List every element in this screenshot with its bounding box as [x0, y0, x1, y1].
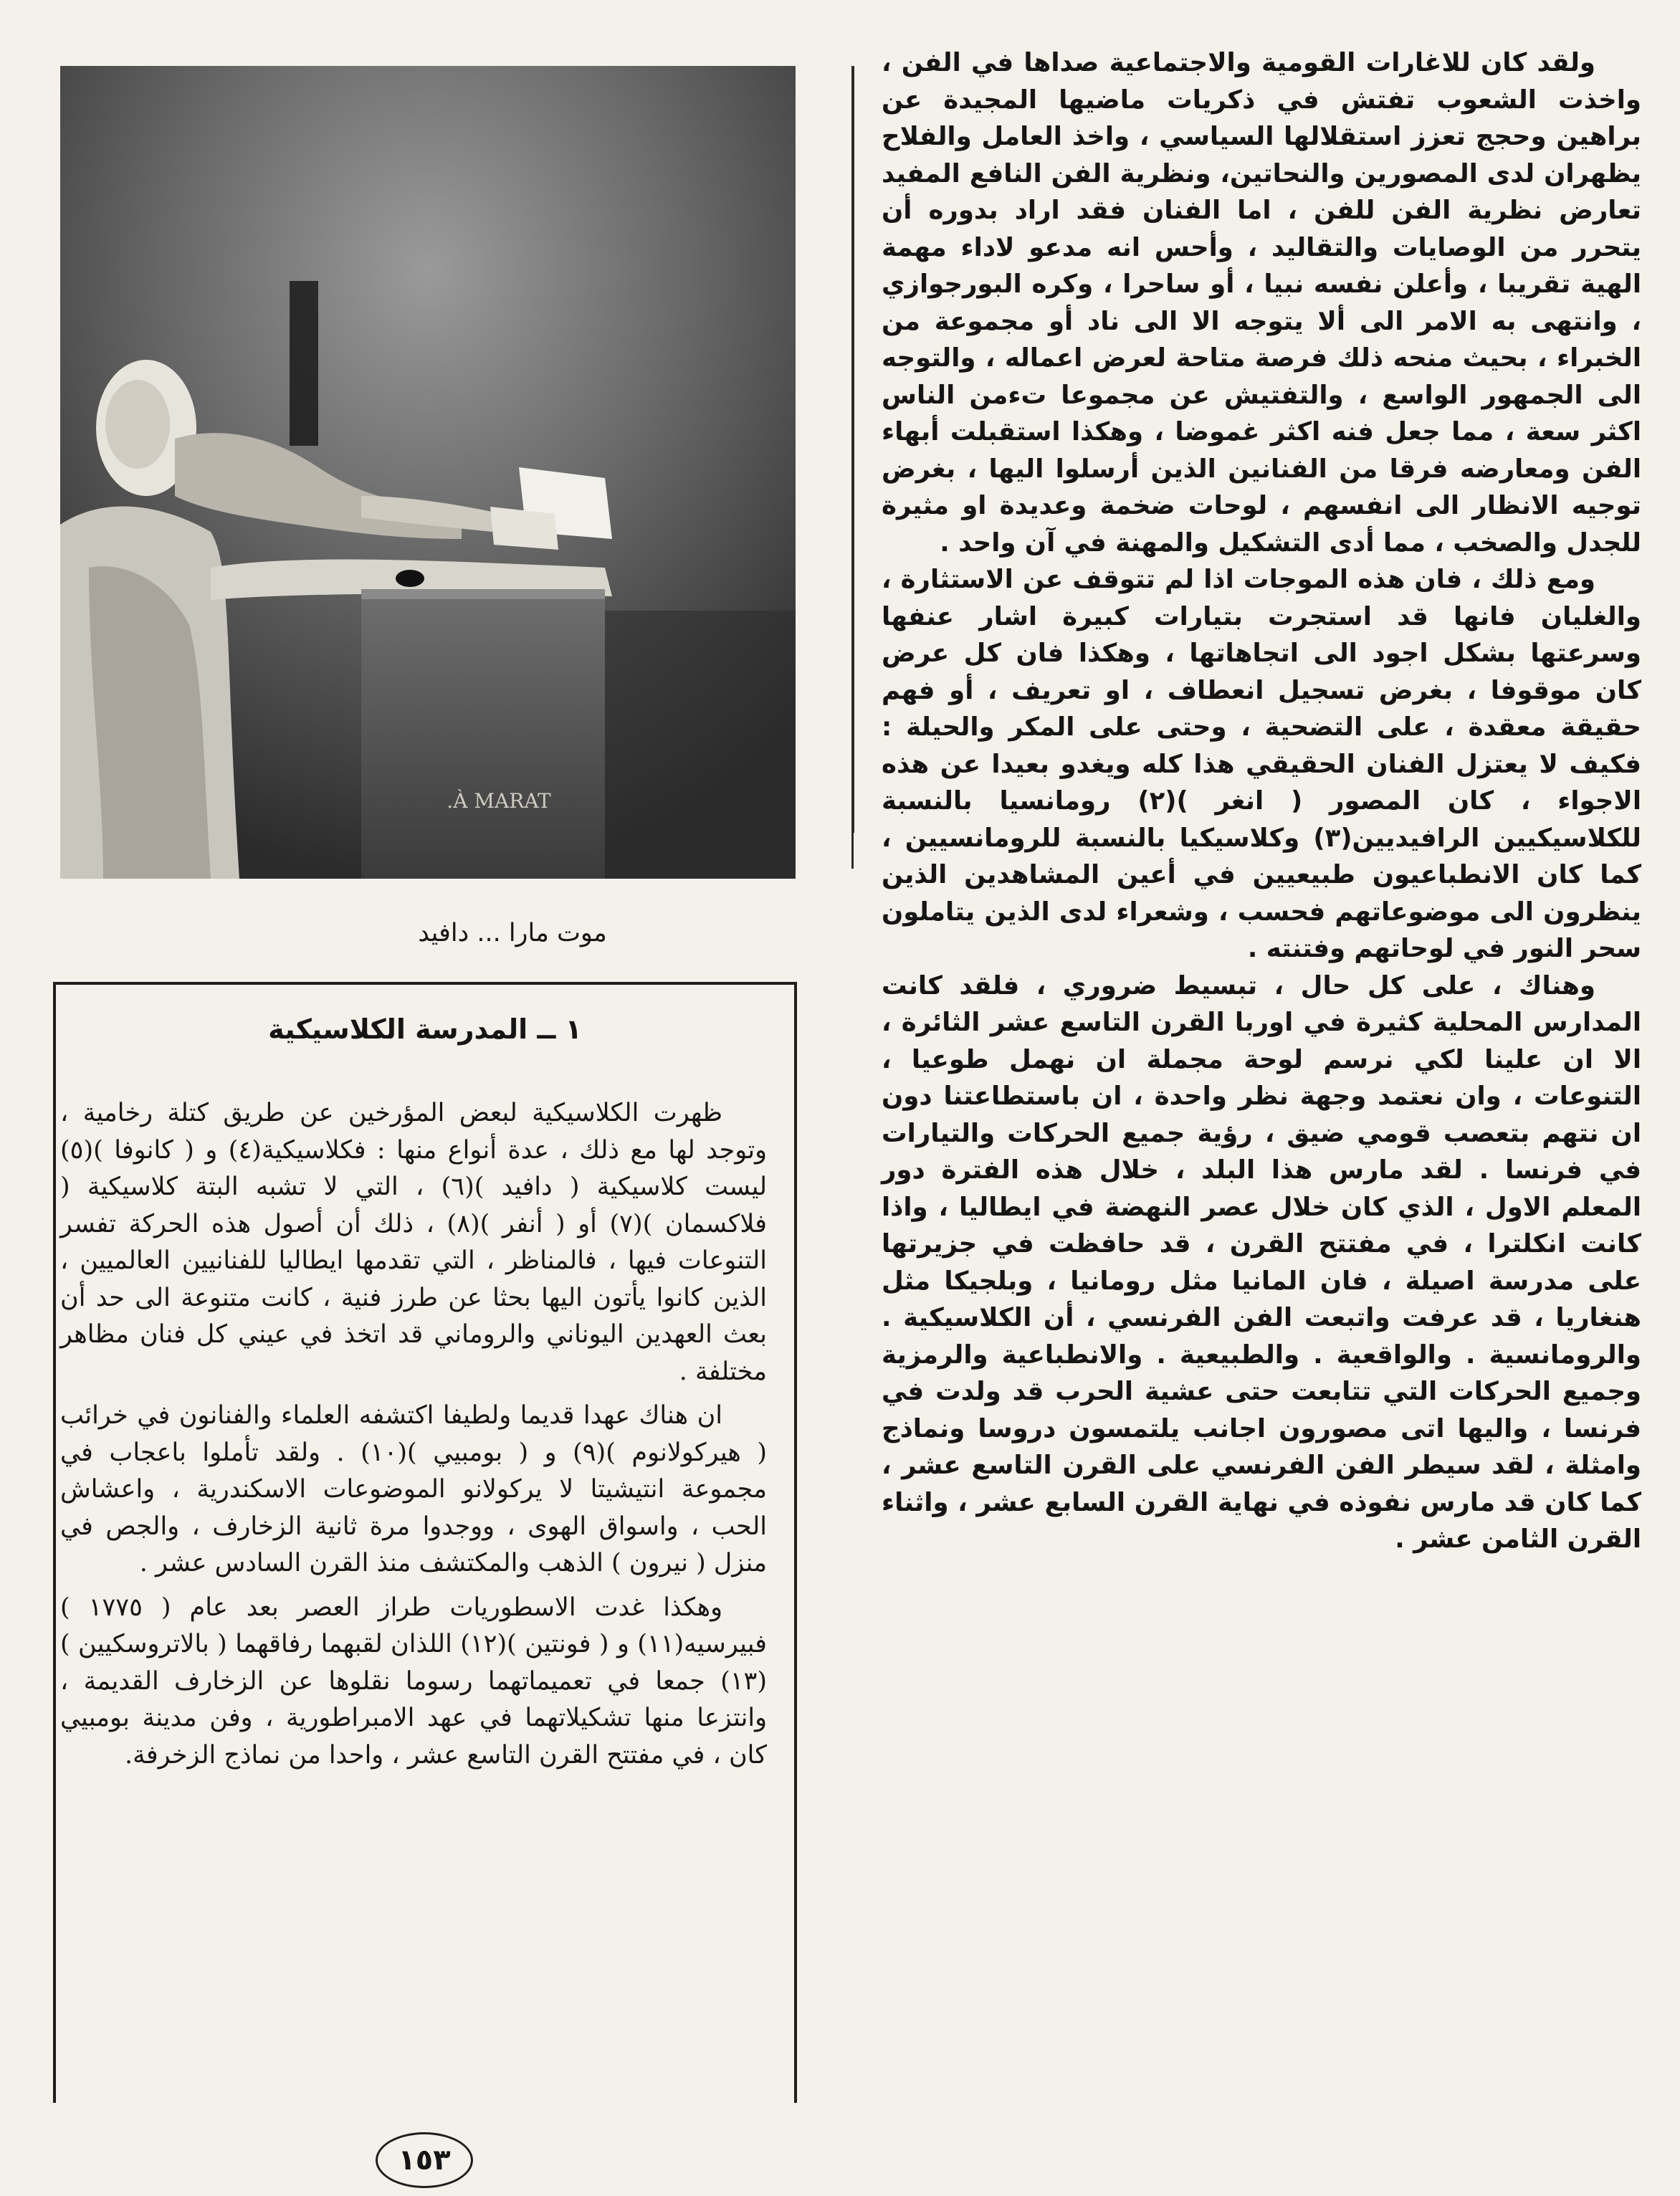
section-paragraph-2: ان هناك عهدا قديما ولطيفا اكتشفه العلماء والفنانون في خرائب ( هيركولانوم )(٩) و ( بومبيي )(١٠) . ولقد تأملوا باعجاب في مجموعة انتيشيتا لا يركولانو الموضوعات الاسكندرية ، واعشاش الحب ، واسواق الهوى ، ووجدوا مرة ثانية الزخارف ، والجص في منزل ( نيرون ) الذهب والمكتشف منذ القرن السادس عشر .: [60, 1401, 768, 1577]
column-divider: [851, 66, 854, 833]
paragraph-1: ولقد كان للاغارات القومية والاجتماعية صداها في الفن ، واخذت الشعوب تفتش في ذكريات ماضيها المجيدة عن براهين وحجج تعزز استقلالها السياسي ، واخذ العامل والفلاح يظهران لدى المصورين والنحاتين، ونظرية الفن النافع المفيد تعارض نظرية الفن للفن ، اما الفنان فقد اراد بدوره أن يتحرر من الوصايات والتقاليد ، وأحس انه مدعو لاداء مهمة الهية تقريبا ، وأعلن نفسه نبيا ، أو ساحرا ، وكره البورجوازي ، وانتهى به الامر الى ألا يتوجه الا الى ناد أو مجموعة من الخبراء ، بحيث منحه ذلك فرصة متاحة لعرض اعماله ، والتوجه الى الجمهور الواسع ، والتفتيش عن مجموعا تءمن الناس اكثر سعة ، مما جعل فنه اكثر غموضا ، وهكذا استقبلت أبهاء الفن ومعارضه فرقا من الفنانين الذين أرسلوا اليها ، بغرض توجيه الانظار الى انفسهم ، لوحات ضخمة وعديدة او مثيرة للجدل والصخب ، مما أدى التشكيل والمهنة في آن واحد .: [882, 48, 1641, 558]
painting-illustration: [60, 66, 796, 879]
paragraph-3: وهناك ، على كل حال ، تبسيط ضروري ، فلقد كانت المدارس المحلية كثيرة في اوربا القرن التاسع عشر الثائرة ، الا ان علينا لكي نرسم لوحة مجملة ان نهمل طوعيا ، التنوعات ، وان نعتمد وجهة نظر واحدة ، ان باستطاعتنا دون ان نتهم بتعصب قومي ضيق ، رؤية جميع الحركات والتيارات في فرنسا . لقد مارس هذا البلد ، خلال هذه الفترة دور المعلم الاول ، الذي كان خلال عصر النهضة في ايطاليا ، واذا كانت انكلترا ، في مفتتح القرن ، قد حافظت في جزيرتها على مدرسة اصيلة ، فان المانيا مثل رومانيا ، وبلجيكا مثل هنغاريا ، قد عرفت واتبعت الفن الفرنسي ، أن الكلاسيكية . والرومانسية . والواقعية . والطبيعية . والانطباعية والرمزية وجميع الحركات التي تتابعت حتى عشية الحرب قد ولدت في فرنسا ، واليها اتى مصورون اجانب يلتمسون دروسا ونماذج وامثلة ، لقد سيطر الفن الفرنسي على القرن التاسع عشر ، كما كان قد مارس نفوذه في نهاية القرن السابع عشر ، واثناء القرن الثامن عشر .: [882, 970, 1641, 1554]
section-title: ١ ــ المدرسة الكلاسيكية: [268, 1013, 582, 1045]
painting-image: [60, 66, 796, 879]
painting-signature: À MARAT.: [447, 789, 551, 813]
page-number: ١٥٣: [376, 2132, 473, 2188]
main-text-column: [882, 44, 1641, 1558]
paragraph-2: ومع ذلك ، فان هذه الموجات اذا لم تتوقف عن الاستثارة ، والغليان فانها قد استجرت بتيارات كبيرة اشار عنفها وسرعتها بشكل اجود الى اتجاهاتها ، وهكذا فان كل عرض كان موقوفا ، بغرض تسجيل انعطاف ، او تعريف ، أو فهم حقيقة معقدة ، على التضحية ، وحتى على المكر والحيلة : فكيف لا يعتزل الفنان الحقيقي هذا كله ويغدو بعيدا عن هذه الاجواء ، كان المصور ( انغر )(٢) رومانسيا بالنسبة للكلاسيكيين الرافيديين(٣) وكلاسيكيا بالنسبة للرومانسيين ، كما كان الانطباعيون طبيعيين في أعين المشاهدين الذين ينظرون الى موضوعاتهم فحسب ، وشعراء لدى الذين يتاملون سحر النور في لوحاتهم وفتنته .: [882, 565, 1641, 963]
figure-caption: موت مارا ... دافيد: [418, 919, 607, 947]
section-text-column: [60, 1095, 767, 1781]
column-divider-lower: [851, 833, 854, 869]
section-paragraph-1: ظهرت الكلاسيكية لبعض المؤرخين عن طريق كتلة رخامية ، وتوجد لها مع ذلك ، عدة أنواع منها : فكلاسيكية(٤) و ( كانوفا )(٥) ليست كلاسيكية ( دافيد )(٦) ، التي لا تشبه البتة كلاسيكية ( فلاكسمان )(٧) أو ( أنفر )(٨) ، ذلك أن أصول هذه الحركة تفسر التنوعات فيها ، فالمناظر ، التي تقدمها ايطاليا للفنانيين العالميين ، الذين كانوا يأتون اليها بحثا عن طرز فنية ، كانت متنوعة الى حد أن بعث العهدين اليوناني والروماني قد اتخذ في عيني كل فنان مظاهر مختلفة .: [60, 1099, 768, 1386]
section-paragraph-3: وهكذا غدت الاسطوريات طراز العصر بعد عام ( ١٧٧٥ ) فبيرسيه(١١) و ( فونتين )(١٢) اللذان لقبهما رفاقهما ( بالاتروسكيين )(١٣) جمعا في تعميماتهما رسوما نقلوها عن الزخارف القديمة ، وانتزعا منها تشكيلاتهما في عهد الامبراطورية ، وفن مدينة بومبيي كان ، في مفتتح القرن التاسع عشر ، واحدا من نماذج الزخرفة.: [60, 1593, 767, 1770]
